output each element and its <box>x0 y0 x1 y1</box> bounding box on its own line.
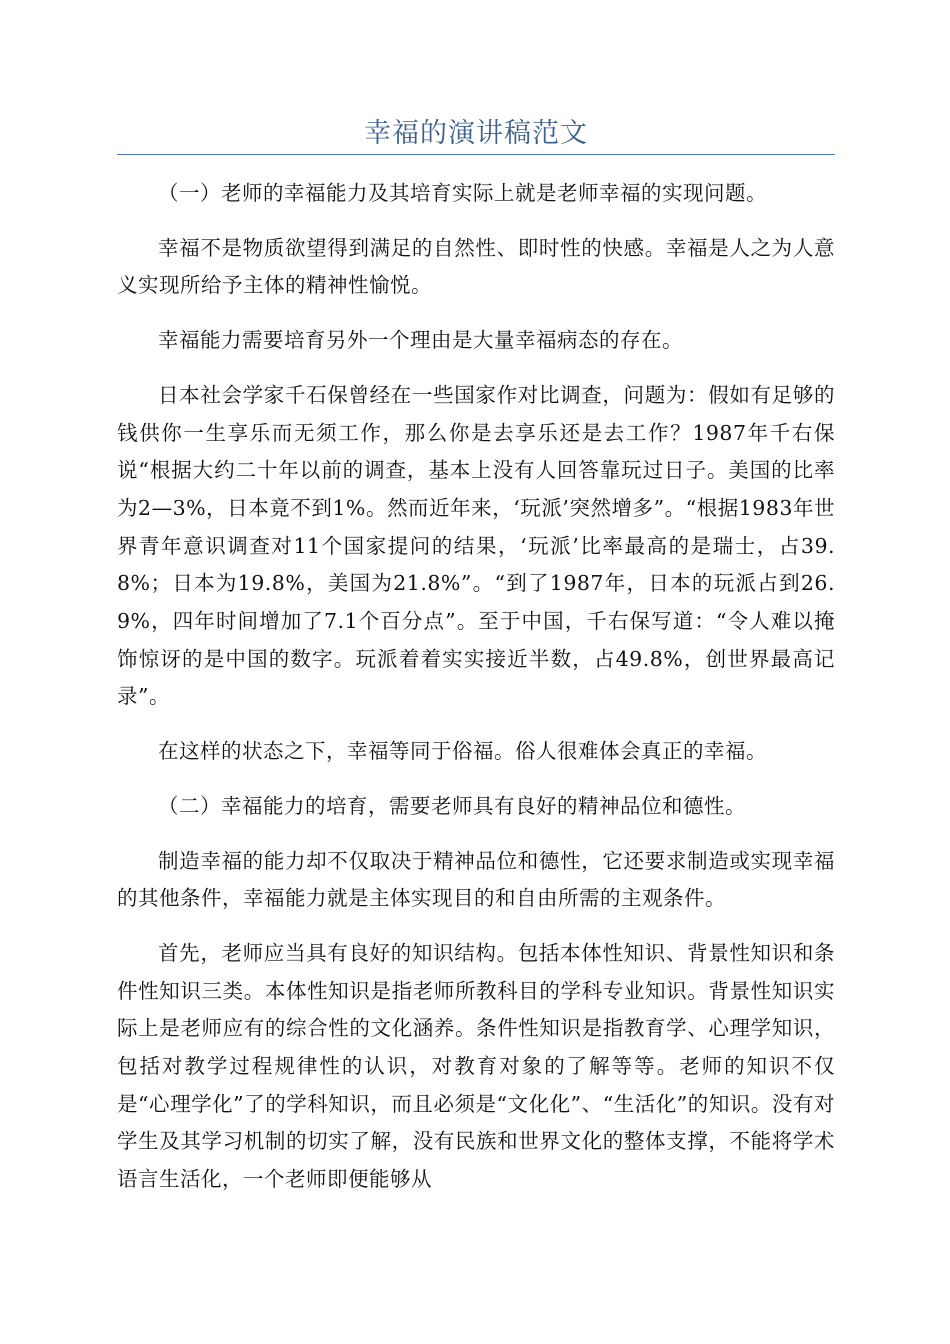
paragraph: 首先，老师应当具有良好的知识结构。包括本体性知识、背景性知识和条件性知识三类。本体性知识是指老师所教科目的学科专业知识。背景性知识实际上是老师应有的综合性的文化涵养。条件性知识是指教育学、心理学知识，包括对教学过程规律性的认识，对教育对象的了解等等。老师的知识不仅是“心理学化”了的学科知识，而且必须是“文化化”、“生活化”的知识。没有对学生及其学习机制的切实了解，没有民族和世界文化的整体支撑，不能将学术语言生活化，一个老师即便能够从 <box>117 940 835 1192</box>
section-heading-1: （一）老师的幸福能力及其培育实际上就是老师幸福的实现问题。 <box>158 181 767 205</box>
section-heading-2: （二）幸福能力的培育，需要老师具有良好的精神品位和德性。 <box>158 793 746 818</box>
paragraph: 在这样的状态之下，幸福等同于俗福。俗人很难体会真正的幸福。 <box>158 739 767 764</box>
paragraph: 日本社会学家千石保曾经在一些国家作对比调查，问题为：假如有足够的钱供你一生享乐而无须工作，那么你是去享乐还是去工作？1987年千右保说“根据大约二十年以前的调查，基本上没有人回答靠玩过日子。美国的比率为2—3%，日本竟不到1%。然而近年来，‘玩派’突然增多”。“根据1983年世界青年意识调查对11个国家提问的结果，‘玩派’比率最高的是瑞士，占39.8%；日本为19.8%，美国为21.8%”。“到了1987年，日本的玩派占到26.9%，四年时间增加了7.1个百分点”。至于中国，千右保写道：“令人难以掩饰惊讶的是中国的数字。玩派着着实实接近半数，占49.8%，创世界最高记录”。 <box>117 382 835 709</box>
title-underline <box>117 154 835 155</box>
paragraph: 制造幸福的能力却不仅取决于精神品位和德性，它还要求制造或实现幸福的其他条件，幸福能力就是主体实现目的和自由所需的主观条件。 <box>117 848 835 911</box>
document-title: 幸福的演讲稿范文 <box>364 118 588 149</box>
paragraph: 幸福能力需要培育另外一个理由是大量幸福病态的存在。 <box>158 328 683 353</box>
paragraph: 幸福不是物质欲望得到满足的自然性、即时性的快感。幸福是人之为人意义实现所给予主体的精神性愉悦。 <box>117 235 835 298</box>
document-body <box>117 175 835 1216</box>
